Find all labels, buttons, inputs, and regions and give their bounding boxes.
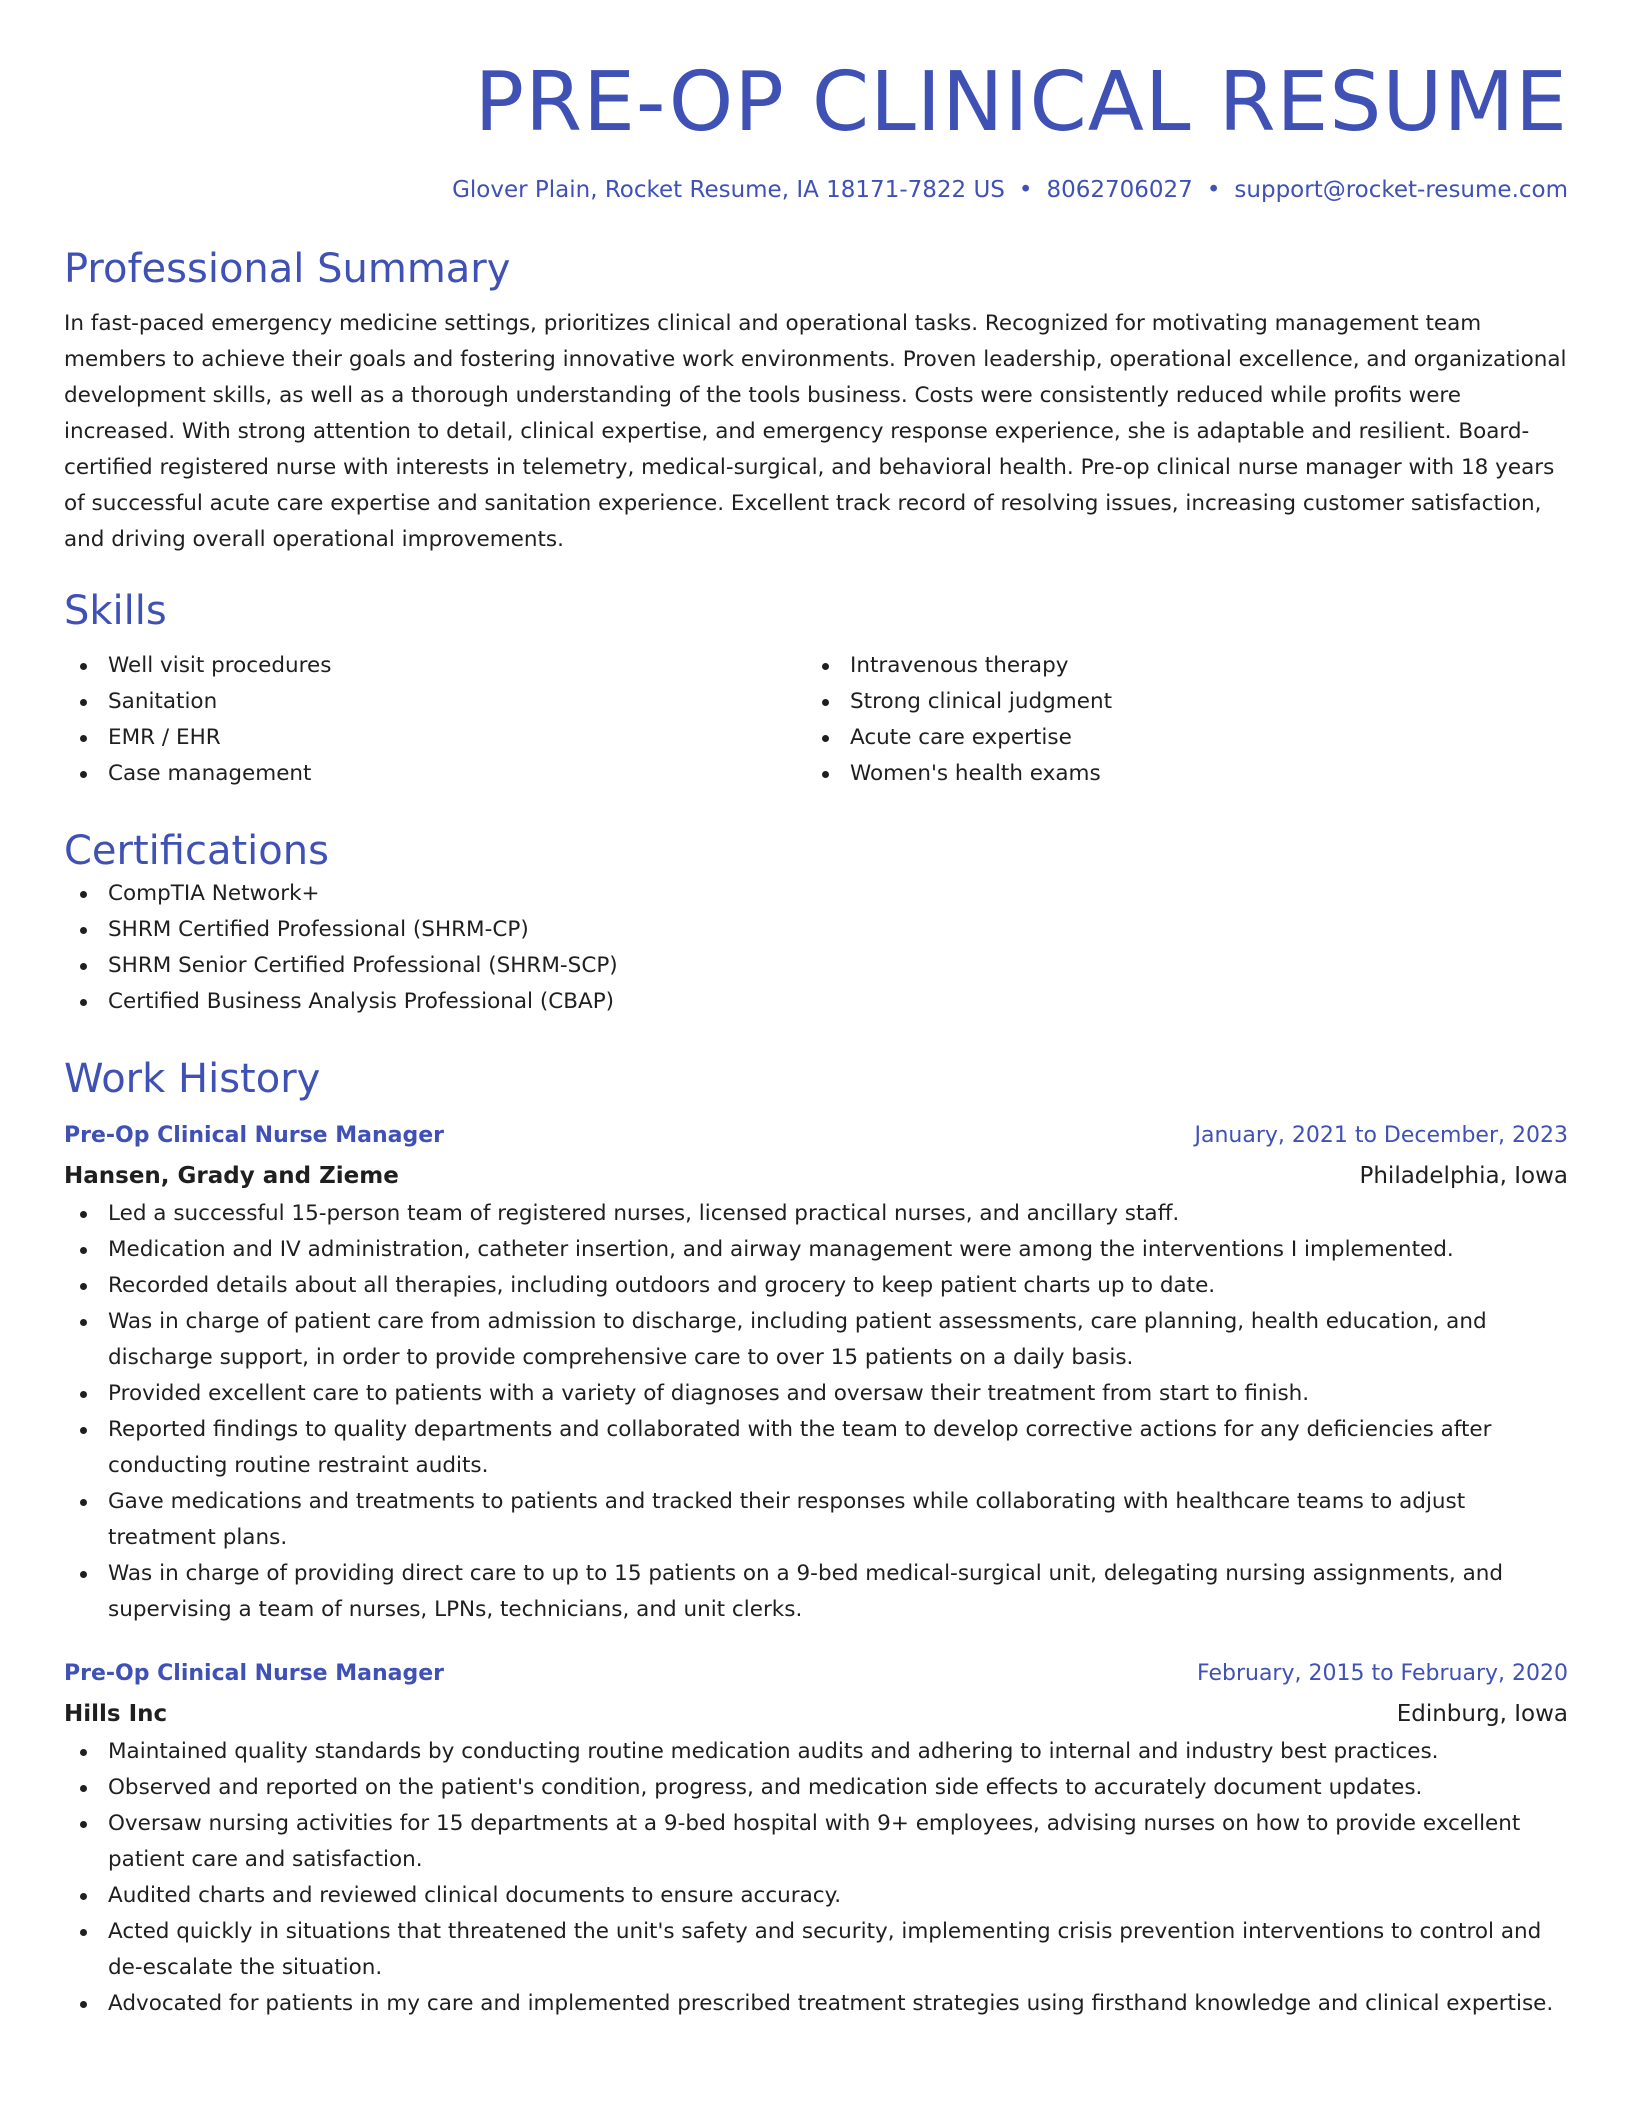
- job-bullet: Was in charge of patient care from admission to discharge, including patient assessments, care planning, health education, and discharge support, in order to provide comprehensive care to over 15 patients on a daily basis.: [64, 1304, 1568, 1376]
- job-bullet: Medication and IV administration, catheter insertion, and airway management were among the interventions I implemented.: [64, 1232, 1568, 1268]
- contact-separator: •: [1018, 177, 1033, 203]
- resume-header: [64, 0, 1568, 206]
- skills-section: [64, 586, 1568, 792]
- job-bullet: Led a successful 15-person team of registered nurses, licensed practical nurses, and ancillary staff.: [64, 1196, 1568, 1232]
- job-bullet: Provided excellent care to patients with a variety of diagnoses and oversaw their treatment from start to finish.: [64, 1376, 1568, 1412]
- job-bullets: [64, 1196, 1568, 1628]
- job-subheader: [64, 1156, 1568, 1196]
- skill-item: Intravenous therapy: [806, 648, 1548, 684]
- certification-item: Certified Business Analysis Professional (CBAP): [64, 984, 1568, 1020]
- skill-item: Strong clinical judgment: [806, 684, 1548, 720]
- resume-title: PRE-OP CLINICAL RESUME: [474, 55, 1568, 150]
- job-bullet: Gave medications and treatments to patients and tracked their responses while collaborating with healthcare teams to adjust treatment plans.: [64, 1484, 1568, 1556]
- job-entry: [64, 1116, 1568, 1628]
- certification-item: SHRM Certified Professional (SHRM-CP): [64, 912, 1568, 948]
- job-entry: [64, 1654, 1568, 2022]
- job-dates: February, 2015 to February, 2020: [1197, 1661, 1568, 1686]
- job-bullet: Observed and reported on the patient's condition, progress, and medication side effects to accurately document updates.: [64, 1770, 1568, 1806]
- job-bullet: Advocated for patients in my care and implemented prescribed treatment strategies using firsthand knowledge and clinical expertise.: [64, 1986, 1568, 2022]
- summary-text: In fast-paced emergency medicine settings, prioritizes clinical and operational tasks. Recognized for motivating management team members to achieve their goals and fostering innovative work environments. Proven leadership, operational excellence, and organizational development skills, as well as a thorough understanding of the tools business. Costs were consistently reduced while profits were increased. With strong attention to detail, clinical expertise, and emergency response experience, she is adaptable and resilient. Board-certified registered nurse with interests in telemetry, medical-surgical, and behavioral health. Pre-op clinical nurse manager with 18 years of successful acute care expertise and sanitation experience. Excellent track record of resolving issues, increasing customer satisfaction, and driving overall operational improvements.: [64, 311, 1567, 552]
- skill-item: Acute care expertise: [806, 720, 1548, 756]
- job-bullet: Audited charts and reviewed clinical documents to ensure accuracy.: [64, 1878, 1568, 1914]
- skill-item: EMR / EHR: [64, 720, 806, 756]
- contact-separator: •: [1206, 177, 1221, 203]
- job-header: [64, 1116, 1568, 1156]
- job-location: Philadelphia, Iowa: [1359, 1163, 1568, 1189]
- section-title-certifications: Certifications: [64, 828, 329, 874]
- job-title: Pre-Op Clinical Nurse Manager: [64, 1123, 445, 1148]
- section-title-skills: Skills: [64, 588, 167, 634]
- section-title-summary: Professional Summary: [64, 246, 511, 292]
- skill-item: Sanitation: [64, 684, 806, 720]
- resume-page: [64, 0, 1568, 2022]
- job-subheader: [64, 1694, 1568, 1734]
- contact-line: [64, 174, 1568, 206]
- certifications-section: [64, 826, 1568, 1020]
- skill-item: Women's health exams: [806, 756, 1548, 792]
- skills-list-right: [806, 648, 1548, 792]
- skills-columns: [64, 648, 1568, 792]
- job-bullet: Was in charge of providing direct care to up to 15 patients on a 9-bed medical-surgical unit, delegating nursing assignments, and supervising a team of nurses, LPNs, technicians, and unit clerks.: [64, 1556, 1568, 1628]
- skill-item: Well visit procedures: [64, 648, 806, 684]
- job-bullet: Reported findings to quality departments and collaborated with the team to develop corrective actions for any deficiencies after conducting routine restraint audits.: [64, 1412, 1568, 1484]
- job-bullet: Maintained quality standards by conducting routine medication audits and adhering to internal and industry best practices.: [64, 1734, 1568, 1770]
- certification-item: CompTIA Network+: [64, 876, 1568, 912]
- summary-section: [64, 244, 1568, 558]
- certifications-list: [64, 876, 1568, 1020]
- skills-list-left: [64, 648, 806, 792]
- contact-email[interactable]: support@rocket-resume.com: [1234, 177, 1568, 203]
- contact-phone[interactable]: 8062706027: [1046, 177, 1193, 203]
- job-bullet: Recorded details about all therapies, including outdoors and grocery to keep patient charts up to date.: [64, 1268, 1568, 1304]
- job-dates: January, 2021 to December, 2023: [1194, 1123, 1568, 1148]
- job-header: [64, 1654, 1568, 1694]
- job-company: Hansen, Grady and Zieme: [64, 1163, 399, 1189]
- certification-item: SHRM Senior Certified Professional (SHRM-SCP): [64, 948, 1568, 984]
- job-location: Edinburg, Iowa: [1396, 1701, 1568, 1727]
- section-title-work-history: Work History: [64, 1056, 321, 1102]
- contact-address: Glover Plain, Rocket Resume, IA 18171-7822 US: [452, 177, 1005, 203]
- job-company: Hills Inc: [64, 1701, 168, 1727]
- job-title: Pre-Op Clinical Nurse Manager: [64, 1661, 445, 1686]
- job-bullet: Acted quickly in situations that threatened the unit's safety and security, implementing crisis prevention interventions to control and de-escalate the situation.: [64, 1914, 1568, 1986]
- work-history-section: [64, 1054, 1568, 2022]
- skill-item: Case management: [64, 756, 806, 792]
- job-bullet: Oversaw nursing activities for 15 departments at a 9-bed hospital with 9+ employees, advising nurses on how to provide excellent patient care and satisfaction.: [64, 1806, 1568, 1878]
- job-bullets: [64, 1734, 1568, 2022]
